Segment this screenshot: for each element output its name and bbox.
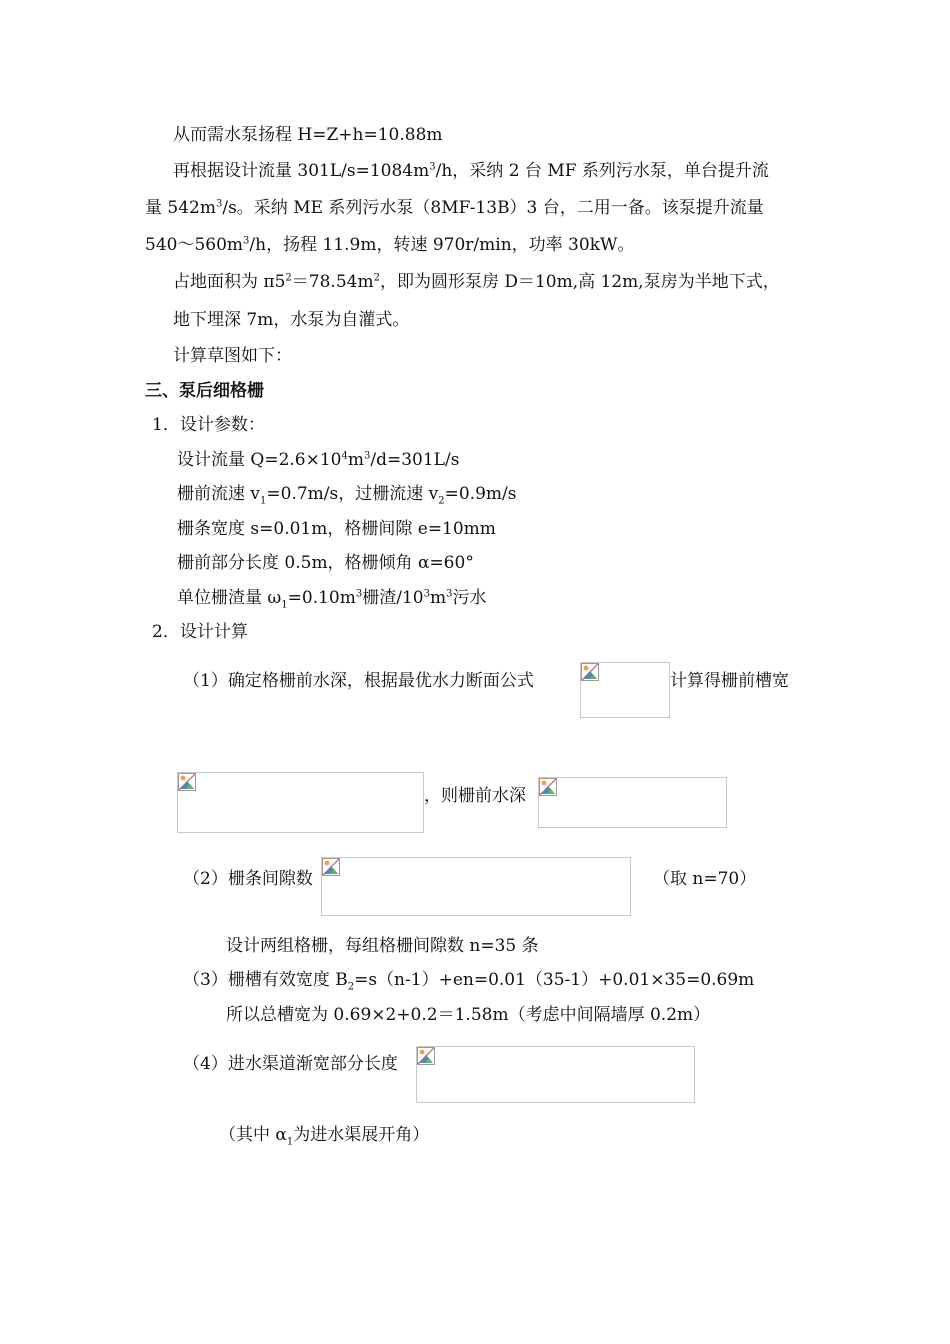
- formula-image-transition-length: [416, 1046, 695, 1103]
- calc-step-4-text: （4）进水渠道渐宽部分长度: [183, 1054, 398, 1074]
- broken-image-icon: [581, 663, 599, 681]
- broken-image-icon: [417, 1047, 435, 1065]
- text-line-sketch-note: 计算草图如下：: [173, 346, 292, 366]
- text-line-burial-depth: 地下埋深 7m，水泵为自灌式。: [173, 310, 410, 330]
- param-bar-width: 栅条宽度 s=0.01m，格栅间隙 e=10mm: [177, 519, 496, 539]
- formula-image-bar-gaps: [321, 857, 631, 916]
- calc-step-2-text: （2）栅条间隙数: [183, 869, 313, 889]
- section-title: 三、泵后细格栅: [145, 381, 264, 401]
- calc-step-3-total: 所以总槽宽为 0.69×2+0.2＝1.58m（考虑中间隔墙厚 0.2m）: [226, 1005, 711, 1025]
- formula-image-water-depth: [538, 777, 727, 828]
- text-line-pump-selection: 量 $542m^3/s$。采纳 ME 系列污水泵（8MF-13B）3 台，二用一备。该泵提升流量: [145, 198, 764, 218]
- text-line-pump-specs: $540\sim 560m^3/h$，扬程 11.9m，转速 970r/min，功率 30kW。: [145, 235, 635, 255]
- param-velocity: 栅前流速 $v_1=0.7m/s$，过栅流速 $v_2=0.9m/s$: [177, 484, 517, 507]
- broken-image-icon: [322, 858, 340, 876]
- calc-step-1-text: （1）确定格栅前水深，根据最优水力断面公式: [183, 671, 534, 691]
- calc-step-2-take-n: （取 n=70）: [653, 869, 757, 889]
- param-length-angle: 栅前部分长度 0.5m，格栅倾角 α=60°: [177, 553, 474, 573]
- broken-image-icon: [539, 778, 557, 796]
- calc-step-1-text-b: 计算得栅前槽宽: [670, 671, 789, 691]
- calc-heading: 2．设计计算: [152, 622, 248, 642]
- params-heading: 1．设计参数：: [152, 415, 265, 435]
- param-design-flow: 设计流量 $Q=2.6\times 10^4m^3/d=301L/s$: [177, 450, 460, 470]
- formula-image-optimal-section: [580, 662, 670, 718]
- calc-step-1-text-c: ，则栅前水深: [424, 786, 526, 806]
- broken-image-icon: [178, 773, 196, 791]
- formula-image-channel-width: [177, 772, 424, 833]
- param-screenings: 单位栅渣量 $\omega_1=0.10m^3$栅渣$/10^3m^3$污水: [177, 588, 487, 611]
- calc-step-2-groups: 设计两组格栅，每组格栅间隙数 n=35 条: [226, 936, 539, 956]
- calc-step-4-note: （其中 $\alpha_1$为进水渠展开角）: [219, 1125, 430, 1148]
- text-line-floor-area: 占地面积为 $\pi 5^2=78.54m^2$，即为圆形泵房 D＝10m,高 12m,泵房为半地下式，: [173, 272, 780, 292]
- text-line-pump-head: 从而需水泵扬程 H=Z+h=10.88m: [173, 125, 443, 145]
- calc-step-3-text: （3）栅槽有效宽度 $B_2=s(n-1)+en=0.01(35-1)+0.01\times 35=0.69m$: [183, 970, 755, 993]
- text-line-design-flow: 再根据设计流量 $301L/s=1084m^3/h$，采纳 2 台 MF 系列污水泵，单台提升流: [173, 161, 769, 181]
